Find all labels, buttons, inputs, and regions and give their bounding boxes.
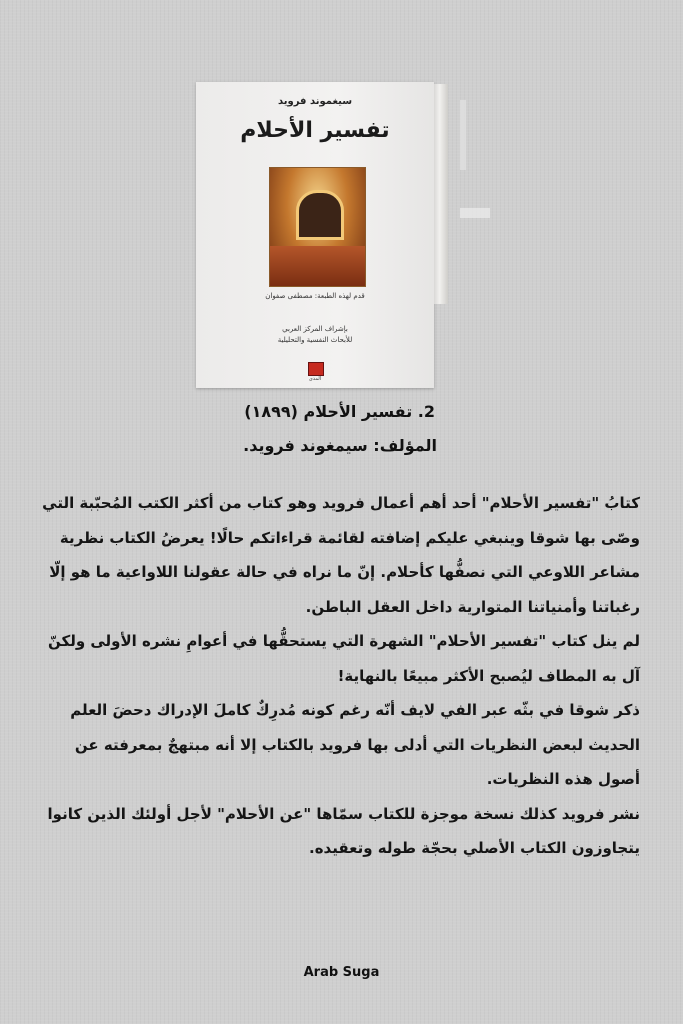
author-line: المؤلف: سيمغوند فرويد. [243,436,437,455]
book-heading: 2. تفسير الأحلام (١٨٩٩) [244,402,435,421]
arch-illustration [296,190,344,240]
cover-publisher-line1: بإشراف المركز العربي [282,325,348,333]
book-front-cover [196,82,434,388]
publisher-logo-label: المدى [308,376,322,382]
book-cover-photo [196,82,452,390]
paragraph-fame: لم ينل كتاب "تفسير الأحلام" الشهرة التي يستحقُّها في أعوامِ نشره الأولى ولكنّ آل به المطاف ليُصبح الأكثر مبيعًا بالنهاية! [47,632,640,685]
book-spine [434,84,448,304]
photo-artifact-vertical [460,100,466,170]
cover-intro: قدم لهذه الطبعة: مصطفى صفوان [265,292,365,300]
paragraph-suga-live: ذكر شوقا في بثّه عبر الفي لايف أنّه رغم كونه مُدرِكٌ كاملَ الإدراك دحضَ العلم الحديث لبعض النظريات التي أدلى بها فرويد بالكتاب إلا أنه مبتهجٌ بمعرفته عن أصول هذه النظريات. [70,701,640,788]
paragraph-short-version: نشر فرويد كذلك نسخة موجزة للكتاب سمّاها "عن الأحلام" لأجل أولئك الذين كانوا يتجاوزون الكتاب الأصلي بحجّة طوله وتعقيده. [47,804,640,857]
cover-title: تفسير الأحلام [240,118,390,143]
cover-illustration [269,167,366,287]
photo-artifact [460,208,490,218]
floor-illustration [270,246,365,286]
cover-publisher-info [196,324,434,346]
paragraph-intro: كتابُ "تفسير الأحلام" أحد أهم أعمال فرويد وهو كتاب من أكثر الكتب المُحبّبة التي وصّى بها شوقا وينبغي عليكم إضافته لقائمة قراءاتكم حالًا! يعرضُ الكتاب نظرية مشاعر اللاوعي التي نصفُّها كأحلام. إنّ ما نراه في حالة عقولنا اللاواعية ما هو إلّا رغباتنا وأمنياتنا المتوارية داخل العقل الباطن. [42,494,640,616]
credit-label: Arab Suga [303,965,380,980]
article-body [28,486,640,866]
publisher-logo-icon [308,362,324,376]
cover-publisher-line2: للأبحاث النفسية والتحليلية [277,336,353,344]
cover-author: سيغموند فرويد [277,96,353,107]
